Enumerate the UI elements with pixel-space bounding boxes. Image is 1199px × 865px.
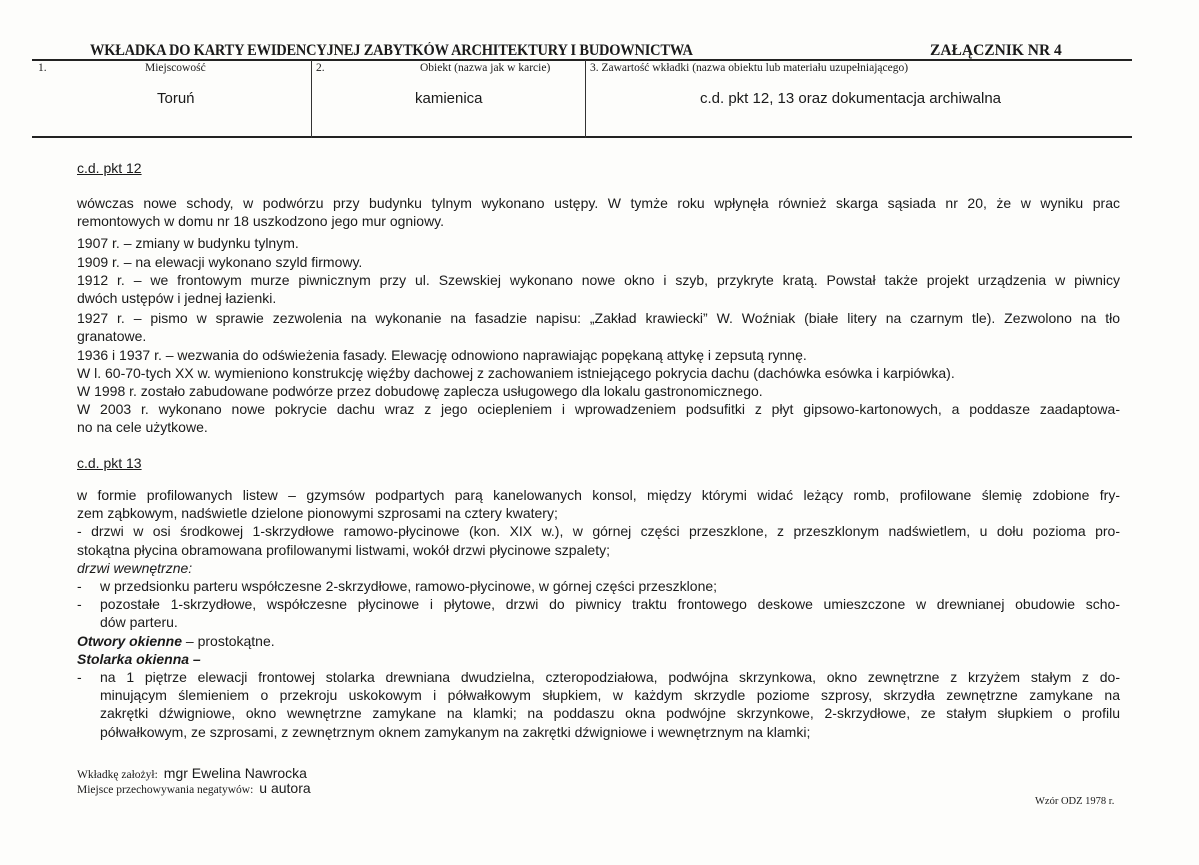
column-divider bbox=[311, 60, 312, 138]
text-line: w przedsionku parteru współczesne 2-skrzydłowe, ramowo-płycinowe, w górnej części przeszklone; bbox=[100, 578, 718, 595]
text-line: - drzwi w osi środkowej 1-skrzydłowe ramowo-płycinowe (kon. XIX w.), w górnej części przeszklone, z przeszklonym nadświetlem, u dołu pozioma pro- bbox=[77, 523, 1120, 540]
text-line: stokątna płycina obramowana profilowanymi listwami, wokół drzwi płycinowe szpalety; bbox=[77, 541, 610, 558]
annex-number: ZAŁĄCZNIK NR 4 bbox=[930, 42, 1062, 59]
section-heading-pkt13: c.d. pkt 13 bbox=[77, 455, 142, 471]
field-value-contents: c.d. pkt 12, 13 oraz dokumentacja archiwalna bbox=[700, 90, 1002, 107]
text-line: W 1998 r. zostało zabudowane podwórze przez dobudowę zaplecza usługowego dla lokalu gastronomicznego. bbox=[77, 383, 763, 400]
text-line: 1912 r. – we frontowym murze piwnicznym przy ul. Szewskiej wykonano nowe okno i szyb, przykryte kratą. Powstał także projekt urządzenia w piwnicy bbox=[77, 271, 1120, 288]
field-value-object: kamienica bbox=[415, 90, 483, 107]
text-line: W 2003 r. wykonano nowe pokrycie dachu wraz z jego ociepleniem i wprowadzeniem podsufitki z płyt gipsowo-kartonowych, a poddasze zaadaptowa- bbox=[77, 401, 1120, 418]
field-number: 1. bbox=[38, 62, 47, 74]
text-line: 1909 r. – na elewacji wykonano szyld firmowy. bbox=[77, 253, 363, 270]
section-heading-pkt12: c.d. pkt 12 bbox=[77, 160, 142, 176]
form-template-label: Wzór ODZ 1978 r. bbox=[1035, 796, 1115, 807]
text-line: 1936 i 1937 r. – wezwania do odświeżenia fasady. Elewację odnowiono naprawiając popękaną attykę i zepsutą rynnę. bbox=[77, 346, 807, 363]
section-pkt13-body bbox=[77, 486, 1120, 741]
field-label-contents: 3. Zawartość wkładki (nazwa obiektu lub materiału uzupełniającego) bbox=[590, 62, 909, 74]
text-line: W l. 60-70-tych XX w. wymieniono konstrukcję więźby dachowej z zachowaniem istniejącego pokrycia dachu (dachówka esówka i karpiówka). bbox=[77, 364, 955, 381]
bottom-rule bbox=[32, 136, 1132, 138]
author-value: mgr Ewelina Nawrocka bbox=[163, 765, 307, 781]
text-line: na 1 piętrze elewacji frontowej stolarka drewniana dwudzielna, czteropodziałowa, podwójna skrzynkowa, okno zewnętrzne z krzyżem stałym z do- bbox=[100, 669, 1120, 686]
form-title: WKŁADKA DO KARTY EWIDENCYJNEJ ZABYTKÓW ARCHITEKTURY I BUDOWNICTWA bbox=[90, 42, 693, 59]
text-line: zem ząbkowym, nadświetle dzielone pionowymi szprosami na cztery kwatery; bbox=[77, 505, 558, 522]
column-divider bbox=[585, 60, 586, 138]
field-value-locality: Toruń bbox=[157, 90, 195, 107]
field-number: 2. bbox=[316, 62, 325, 74]
openings-value: – prostokątne. bbox=[182, 632, 275, 649]
text-line: no na cele użytkowe. bbox=[77, 419, 208, 436]
text-line: półwałkowym, ze szprosami, z zewnętrznym oknem zamykanym na zakrętki dźwigniowe i wewnętrznym na klamki; bbox=[100, 723, 811, 740]
inner-doors-label: drzwi wewnętrzne: bbox=[77, 559, 193, 576]
text-line: zakrętki dźwigniowe, okno wewnętrzne zamykane na klamki; na poddaszu okna podwójne skrzynkowe, 2-skrzydłowe, ze stałym słupkiem o profilu bbox=[100, 705, 1120, 722]
openings-label: Otwory okienne bbox=[77, 632, 183, 649]
list-item: - w przedsionku parteru współczesne 2-skrzydłowe, ramowo-płycinowe, w górnej części przeszklone; bbox=[77, 577, 1120, 595]
text-line: minującym ślemieniem o przekroju uskokowym i półwałkowym słupkiem, w każdym skrzydle poziome szprosy, skrzydła zewnętrzne zamykane na bbox=[100, 687, 1120, 704]
text-line: w formie profilowanych listew – gzymsów podpartych parą kanelowanych konsol, między którymi widać leżący romb, profilowane ślemię zdobione fry- bbox=[77, 487, 1120, 503]
list-item: - na 1 piętrze elewacji frontowej stolarka drewniana dwudzielna, czteropodziałowa, podwójna skrzynkowa, okno zewnętrzne z krzyżem stałym z do- minującym ślemieniem o przekroju uskokowym i półwałkowym słupkiem, w każdym skrzydle poziome szprosy, skrzydła zewnętrzne zamykane na zakrętki dźwigniowe, okno wewnętrzne zamykane na klamki; na poddaszu okna podwójne skrzynkowe, 2-skrzydłowe, ze stałym słupkiem o profilu półwałkowym, ze szprosami, z zewnętrznym oknem zamykanym na zakrętki dźwigniowe i wewnętrznym na klamki; bbox=[77, 669, 1120, 740]
text-line: 1927 r. – pismo w sprawie zezwolenia na wykonanie na fasadzie napisu: „Zakład krawiecki” W. Woźniak (białe litery na czarnym tle). Zezwolono na tło bbox=[77, 310, 1120, 327]
author-label: Wkładkę założył: bbox=[77, 769, 158, 781]
storage-label: Miejsce przechowywania negatywów: bbox=[77, 784, 254, 796]
text-line: dów parteru. bbox=[100, 614, 178, 631]
field-label-object: Obiekt (nazwa jak w karcie) bbox=[420, 62, 551, 74]
storage-value: u autora bbox=[259, 780, 311, 796]
text-line: dwóch ustępów i jednej łazienki. bbox=[77, 290, 277, 307]
text-line: wówczas nowe schody, w podwórzu przy budynku tylnym wykonano ustępy. W tymże roku wpłynęła również skarga sąsiada nr 20, że w wyniku prac bbox=[77, 195, 1120, 211]
section-pkt12-body bbox=[77, 194, 1120, 437]
text-line: remontowych w domu nr 18 uszkodzono jego mur ogniowy. bbox=[77, 213, 445, 230]
list-item: - pozostałe 1-skrzydłowe, współczesne płycinowe i płytowe, drzwi do piwnicy traktu frontowego deskowe umieszczone w drewnianej obudowie scho- dów parteru. bbox=[77, 596, 1120, 631]
joinery-label: Stolarka okienna – bbox=[77, 650, 201, 667]
storage-row bbox=[77, 780, 311, 798]
field-label-locality: Miejscowość bbox=[145, 62, 206, 74]
text-line: 1907 r. – zmiany w budynku tylnym. bbox=[77, 235, 299, 252]
top-rule bbox=[32, 59, 1132, 61]
text-line: pozostałe 1-skrzydłowe, współczesne płycinowe i płytowe, drzwi do piwnicy traktu frontowego deskowe umieszczone w drewnianej obudowie scho- bbox=[100, 596, 1120, 613]
text-line: granatowe. bbox=[77, 328, 147, 345]
